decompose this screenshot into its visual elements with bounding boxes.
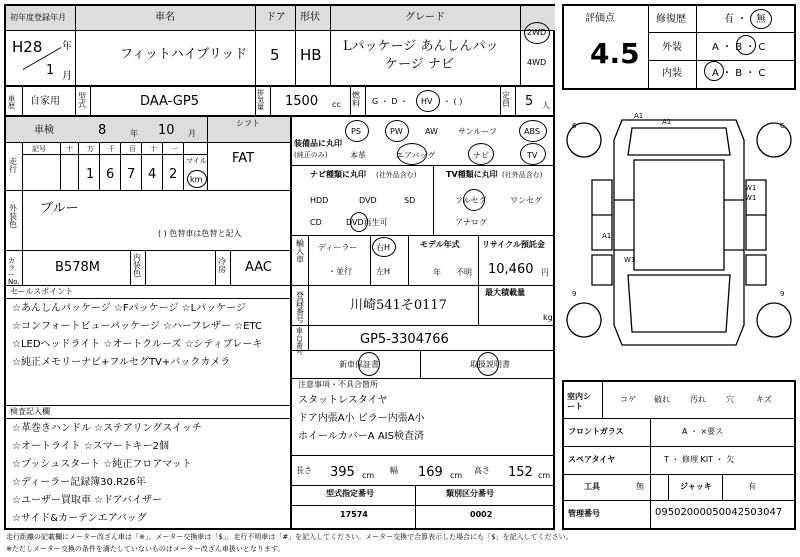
mark-w1-right: W1 — [745, 184, 757, 192]
registration-label: 登録番号 — [296, 291, 304, 324]
registration-value: 川崎541そ0117 — [350, 298, 447, 313]
recycle-label: リサイクル預託金 — [482, 240, 545, 249]
model-year-unknown: 不明 — [456, 268, 472, 277]
cc-value: 1500 — [285, 94, 319, 109]
ac-label: 冷房 — [218, 257, 226, 274]
seat-label: 室内シート — [567, 392, 591, 412]
model-year-unit: 年 — [433, 268, 441, 277]
mileage-digit-1: 6 — [106, 167, 115, 182]
sales-line-3: ☆純正メモリーナビ+フルセグTV+バックカメラ — [12, 357, 231, 368]
spare-label: スペアタイヤ — [568, 455, 616, 464]
colorno-label: カラーNo. — [8, 257, 20, 286]
cc-unit: cc — [332, 100, 341, 109]
repair-selected: 無 — [756, 14, 766, 25]
month-unit: 月 — [62, 71, 72, 82]
int-label: 内装 — [662, 68, 682, 79]
score-label: 評価点 — [585, 13, 615, 24]
equip-pw: PW — [390, 127, 403, 136]
tire-br-size: 9 — [780, 290, 785, 298]
drive-4wd: 4WD — [527, 58, 547, 67]
cc-label: 排気量 — [257, 89, 264, 111]
shape-value: HB — [300, 46, 322, 64]
mark-a1-left: A1 — [602, 232, 612, 240]
mileage-mark-3: 千 — [108, 145, 115, 153]
model-label: 型式 — [78, 92, 86, 109]
notes-label: 注意事項・不具合箇所 — [298, 380, 378, 389]
grade-label: グレード — [405, 12, 445, 23]
notes-line-2: ホイールカバーA AIS検査済 — [298, 431, 424, 442]
jack-value: 有 — [748, 482, 756, 491]
mgmt-label: 管理番号 — [568, 509, 600, 518]
car-name-label: 車名 — [155, 12, 175, 23]
tv-oneseg: ワンセグ — [510, 196, 542, 205]
equip-ps: PS — [351, 127, 361, 136]
equip-aw: AW — [425, 127, 438, 136]
capacity-value: 5 — [525, 94, 534, 109]
tire-bl-size: 9 — [572, 290, 577, 298]
glass-label: フロントガラス — [568, 427, 624, 436]
seat-opt-2: 汚れ — [690, 395, 706, 404]
mark-w1-left: W1 — [624, 256, 636, 264]
ext-options: A ・ B ・ C — [712, 42, 766, 53]
length-label: 長さ — [296, 466, 312, 475]
inspector-line-3: ☆ディーラー記録簿30.R26年 — [12, 477, 146, 488]
km-unit: km — [190, 175, 203, 184]
navi-dvd-play: DVD再生可 — [346, 218, 388, 227]
inspection-month-unit: 月 — [188, 129, 196, 138]
doors-value: 5 — [270, 46, 280, 64]
length-value: 395 — [330, 465, 355, 480]
spare-value: T ・ 修理 KIT ・ 欠 — [664, 455, 735, 464]
width-label: 幅 — [390, 466, 398, 475]
capacity-unit: 人 — [542, 101, 550, 110]
footer-line1: 走行距離の記載欄にメーター改ざん車は「※」、メーター交換車は「$」、走行不明車は「#」を記入してください。メーター交換で合算表示した場合にも「$」を記入してください。 — [6, 533, 573, 541]
color-note: ( ) 色替車は色替と記入 — [158, 229, 242, 238]
car-name-value: フィットハイブリッド — [120, 47, 248, 62]
sales-points-label: セールスポイント — [10, 287, 74, 296]
equip-airbag: エアバッグ — [396, 151, 436, 160]
mgmt-value: 09502000050042503047 — [655, 507, 783, 518]
color-value: ブルー — [40, 201, 79, 216]
tool-value: 無 — [636, 482, 644, 491]
recycle-unit: 円 — [541, 268, 549, 277]
seat-opt-3: 穴 — [726, 395, 734, 404]
jack-label: ジャッキ — [680, 482, 712, 491]
chassis-label: 車台番号 — [296, 327, 303, 356]
navi-title: ナビ種類に丸印 — [310, 170, 366, 179]
tool-label: 工具 — [584, 482, 600, 491]
door-label: ドア — [266, 12, 286, 23]
model-value: DAA-GP5 — [140, 94, 199, 109]
inspection-label: 車検 — [34, 125, 54, 136]
inspection-year: 8 — [98, 123, 107, 138]
width-value: 169 — [418, 465, 443, 480]
import-label: 輸入車 — [296, 239, 304, 264]
usage-label: 車歴 — [8, 95, 15, 110]
int-options: A ・ B ・ C — [712, 68, 766, 79]
seat-opt-4: キズ — [756, 395, 772, 404]
color-label: 外装色 — [9, 204, 17, 229]
usage-value: 自家用 — [30, 96, 60, 107]
era-value: H28 — [12, 38, 43, 56]
shift-value: FAT — [232, 151, 255, 166]
colorno-value: B578M — [55, 260, 100, 275]
repair-label: 修復歴 — [656, 14, 686, 25]
import-left: 左H — [376, 267, 391, 276]
navi-sub: (社外品含む) — [376, 171, 417, 179]
tire-front-right — [757, 123, 791, 157]
shift-label: シフト — [236, 119, 260, 128]
equip-sunroof: サンルーフ — [458, 127, 497, 136]
mileage-mark-5: 十 — [150, 145, 157, 153]
navi-sd: SD — [404, 196, 416, 205]
glass-value: A ・ ×要ス — [682, 427, 724, 436]
equip-abs: ABS — [524, 127, 540, 136]
mark-a1-top: A1 — [634, 112, 644, 120]
equip-label: 装備品に丸印 — [294, 139, 342, 148]
inspector-label: 検査記入欄 — [10, 407, 50, 416]
mileage-mark-2: 万 — [87, 145, 94, 153]
mark-a1-roof: A1 — [662, 118, 672, 126]
inspector-line-0: ☆革巻きハンドル ☆ステアリングスイッチ — [12, 423, 202, 434]
fuel-other: ・ ( ) — [443, 97, 463, 106]
year-unit: 年 — [62, 41, 72, 52]
grade-line2: ケージ ナビ — [385, 57, 454, 72]
seat-opt-0: コゲ — [620, 395, 636, 404]
height-value: 152 — [508, 465, 533, 480]
manual-label: 取扱説明書 — [470, 360, 510, 369]
inspection-year-unit: 年 — [130, 129, 138, 138]
year-label: 初年度登録年月 — [10, 13, 66, 22]
notes-line-1: ドア内張A小 ピラー内張A小 — [298, 413, 425, 424]
mileage-digit-2: 7 — [127, 167, 136, 182]
mileage-mark-1: 十 — [66, 145, 73, 153]
tire-rear-right — [757, 303, 791, 337]
tv-fullseg: フルセグ — [455, 196, 487, 205]
max-load-unit: kg — [543, 313, 553, 322]
repair-options: 有 ・ — [724, 14, 748, 25]
inspection-month: 10 — [158, 123, 175, 138]
mark-w1-right-2: W1 — [745, 194, 757, 202]
mileage-digit-3: 4 — [148, 167, 157, 182]
mileage-digit-0: 1 — [86, 167, 95, 182]
inspector-line-2: ☆プッシュスタート ☆純正フロアマット — [12, 459, 192, 470]
score-value: 4.5 — [590, 37, 640, 70]
navi-hdd: HDD — [310, 196, 329, 205]
ext-label: 外装 — [662, 42, 682, 53]
max-load-label: 最大積載量 — [485, 288, 525, 297]
mileage-mark-0: 記号 — [32, 145, 46, 153]
model-year-label: モデル年式 — [420, 240, 460, 249]
sales-line-2: ☆LEDヘッドライト ☆オートクルーズ ☆シティブレーキ — [12, 339, 263, 350]
import-right: 右H — [376, 243, 391, 252]
ac-value: AAC — [245, 260, 272, 275]
class-no-value: 0002 — [470, 510, 493, 519]
navi-dvd: DVD — [359, 196, 377, 205]
equip-sub: (純正のみ) — [294, 151, 328, 159]
class-no-label: 類別区分番号 — [446, 489, 494, 498]
equip-leather: 本革 — [350, 151, 366, 160]
inspector-line-1: ☆オートライト ☆スマートキー2個 — [12, 441, 169, 452]
inspector-line-5: ☆サイド&カーテンエアバッグ — [12, 513, 147, 524]
recycle-value: 10,460 — [488, 262, 534, 277]
navi-cd: CD — [310, 218, 322, 227]
mileage-label: 走行 — [9, 157, 17, 174]
month-value: 1 — [46, 63, 55, 78]
tv-title: TV種類に丸印 — [446, 170, 498, 179]
capacity-label: 定員 — [502, 91, 510, 108]
tire-rear-left — [567, 303, 601, 337]
tire-tr-size: 6 — [780, 122, 785, 130]
mileage-mark-4: 百 — [129, 145, 136, 153]
import-dealer: ディーラー — [318, 243, 358, 252]
warranty-label: 新車保証書 — [339, 360, 379, 369]
equip-tv: TV — [527, 151, 538, 160]
tire-tl-size: 6 — [572, 122, 577, 130]
equip-navi: ナビ — [473, 151, 489, 160]
height-label: 高さ — [474, 466, 490, 475]
mile-label: マイル — [186, 157, 207, 165]
type-no-value: 17574 — [340, 510, 368, 519]
notes-line-0: スタットレスタイヤ — [298, 395, 388, 406]
length-unit: cm — [362, 471, 375, 480]
tv-sub: (社外品含む) — [502, 171, 543, 179]
footer-line2: ※ただしメーター交換の条件を満たしていないものはメーター改ざん車扱いとなります。 — [6, 545, 285, 553]
mileage-digit-4: 2 — [169, 167, 178, 182]
mileage-mark-6: 一 — [171, 145, 178, 153]
shape-label: 形状 — [300, 12, 320, 23]
height-unit: cm — [538, 471, 551, 480]
fuel-label: 燃料 — [352, 91, 360, 108]
int-color-label: 内装色 — [133, 253, 141, 278]
import-parallel: ・並行 — [328, 267, 352, 276]
tv-analog: アナログ — [455, 218, 487, 227]
sales-line-1: ☆コンフォートビューパッケージ ☆ハーフレザー ☆ETC — [12, 321, 262, 332]
inspector-line-4: ☆ユーザー買取車 ☆ドアバイザー — [12, 495, 163, 506]
grade-line1: Lパッケージ あんしんパッ — [343, 39, 499, 54]
fuel-selected: HV — [421, 97, 433, 106]
fuel-options: G ・ D ・ — [372, 97, 408, 106]
width-unit: cm — [450, 471, 463, 480]
seat-opt-1: 破れ — [654, 395, 670, 404]
chassis-value: GP5-3304766 — [360, 332, 449, 347]
drive-2wd: 2WD — [527, 28, 547, 37]
type-no-label: 型式指定番号 — [326, 489, 374, 498]
car-damage-diagram — [562, 100, 796, 370]
sales-line-0: ☆あんしんパッケージ ☆Fパッケージ ☆Lパッケージ — [12, 303, 246, 314]
